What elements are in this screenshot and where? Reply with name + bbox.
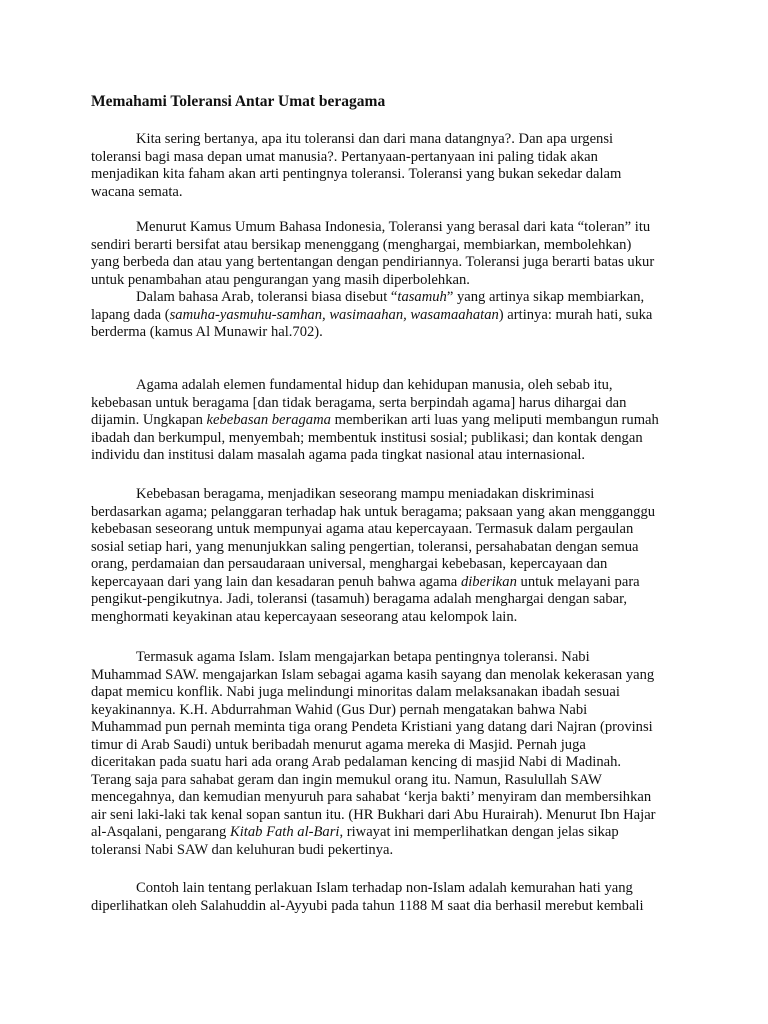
text-line <box>91 430 683 448</box>
text-segment: kebebasan untuk beragama [dan tidak beragama, serta berpindah agama] harus dihargai dan <box>91 394 627 411</box>
text-line <box>91 289 683 307</box>
text-segment: orang, perdamaian dan persaudaraan universal, menghargai kebebasan, kepercayaan dan <box>91 556 608 572</box>
text-segment: keyakinannya. K.H. Abdurrahman Wahid (Gus Dur) pernah mengatakan bahwa Nabi <box>91 701 588 718</box>
text-line <box>91 237 683 255</box>
text-line <box>91 521 683 539</box>
text-segment: yang berbeda dan atau yang bertentangan dengan pendiriannya. Toleransi juga berarti batas ukur <box>91 254 655 270</box>
paragraph-5 <box>91 486 683 626</box>
text-line <box>91 486 683 504</box>
text-segment: diceritakan pada suatu hari ada orang Arab pedalaman kencing di masjid Nabi di Madinah. <box>91 754 622 770</box>
text-line <box>91 377 683 395</box>
text-segment: , riwayat ini memperlihatkan dengan jelas sikap <box>339 824 619 840</box>
text-line <box>91 667 683 685</box>
text-segment: sendiri berarti bersifat atau bersikap menenggang (menghargai, membiarkan, membolehkan) <box>91 236 632 253</box>
text-segment: kebebasan seseorang untuk mempunyai agama atau kepercayaan. Termasuk dalam pergaulan <box>91 521 634 537</box>
italic-text: diberikan <box>460 573 517 590</box>
text-segment: al-Asqalani, pengarang <box>91 824 230 840</box>
text-segment: ) artinya: murah hati, suka <box>498 306 653 323</box>
text-line <box>91 880 683 898</box>
text-line <box>91 609 683 627</box>
text-line <box>91 719 683 737</box>
text-segment: ” yang artinya sikap membiarkan, <box>446 289 645 305</box>
text-segment: timur di Arab Saudi) untuk beribadah menurut agama mereka di Masjid. Pernah juga <box>91 736 586 753</box>
text-line <box>91 649 683 667</box>
italic-text: samuha-yasmuhu-samhan, wasimaahan, wasamaahatan <box>169 306 499 323</box>
text-line <box>91 737 683 755</box>
text-segment: mencegahnya, dan kemudian menyuruh para sahabat ‘kerja bakti’ menyiram dan membersihkan <box>91 789 652 805</box>
text-line <box>91 254 683 272</box>
text-segment: memberikan arti luas yang meliputi membangun rumah <box>330 412 659 428</box>
text-segment: Kita sering bertanya, apa itu toleransi dan dari mana datangnya?. Dan apa urgensi <box>136 131 614 147</box>
text-segment: berdasarkan agama; pelanggaran terhadap hak untuk beragama; paksaan yang akan mengganggu <box>91 503 656 520</box>
text-segment: kepercayaan dari yang lain dan kesadaran penuh bahwa agama <box>91 573 461 590</box>
text-segment: individu dan institusi dalam masalah agama pada tingkat nasional atau internasional. <box>91 447 586 463</box>
text-line <box>91 824 683 842</box>
text-segment: wacana semata. <box>91 183 183 200</box>
text-line <box>91 149 683 167</box>
text-line <box>91 772 683 790</box>
text-segment: Muhammad SAW. mengajarkan Islam sebagai agama kasih sayang dan menolak kekerasan yang <box>91 666 655 683</box>
text-line <box>91 412 683 430</box>
text-line <box>91 754 683 772</box>
text-segment: air seni laki-laki tak kenal sopan santun itu. (HR Bukhari dari Abu Hurairah). Menurut Ibn Hajar <box>91 806 656 823</box>
text-line <box>91 591 683 609</box>
text-segment: Contoh lain tentang perlakuan Islam terhadap non-Islam adalah kemurahan hati yang <box>136 880 633 896</box>
paragraph-1 <box>91 131 683 201</box>
text-segment: lapang dada ( <box>91 306 170 323</box>
text-segment: untuk penambahan atau pengurangan yang masih diperbolehkan. <box>91 271 470 288</box>
text-line <box>91 166 683 184</box>
paragraph-6 <box>91 649 683 859</box>
paragraph-2 <box>91 219 683 289</box>
text-line <box>91 842 683 860</box>
text-segment: menjadikan kita faham akan arti pentingnya toleransi. Toleransi yang bukan sekedar dalam <box>91 166 622 182</box>
text-segment: Kebebasan beragama, menjadikan seseorang mampu meniadakan diskriminasi <box>136 486 595 502</box>
text-segment: Dalam bahasa Arab, toleransi biasa disebut “ <box>136 289 398 305</box>
text-line <box>91 539 683 557</box>
text-segment: Menurut Kamus Umum Bahasa Indonesia, Toleransi yang berasal dari kata “toleran” itu <box>136 219 651 235</box>
text-line <box>91 447 683 465</box>
text-line <box>91 272 683 290</box>
text-segment: toleransi Nabi SAW dan keluhuran budi pekertinya. <box>91 841 394 858</box>
text-line <box>91 789 683 807</box>
text-line <box>91 556 683 574</box>
text-segment: toleransi bagi masa depan umat manusia?. Pertanyaan-pertanyaan ini paling tidak akan <box>91 148 598 165</box>
text-segment: untuk melayani para <box>516 573 640 590</box>
text-line <box>91 702 683 720</box>
paragraph-7 <box>91 880 683 915</box>
text-line <box>91 684 683 702</box>
italic-text: tasamuh <box>397 289 447 305</box>
italic-text: kebebasan beragama <box>206 412 331 428</box>
text-segment: sosial setiap hari, yang menunjukkan saling pengertian, toleransi, persahabatan dengan semua <box>91 538 639 555</box>
text-line <box>91 324 683 342</box>
text-line <box>91 184 683 202</box>
text-line <box>91 395 683 413</box>
text-segment: Terang saja para sahabat geram dan ingin memukul orang itu. Namun, Rasulullah SAW <box>91 771 602 788</box>
text-line <box>91 219 683 237</box>
paragraph-3 <box>91 289 683 342</box>
text-line <box>91 131 683 149</box>
text-line <box>91 504 683 522</box>
text-segment: Termasuk agama Islam. Islam mengajarkan betapa pentingnya toleransi. Nabi <box>136 649 590 665</box>
italic-text: Kitab Fath al-Bari <box>230 824 340 840</box>
text-segment: berderma (kamus Al Munawir hal.702). <box>91 324 323 340</box>
document-title: Memahami Toleransi Antar Umat beragama <box>91 93 386 110</box>
text-segment: diperlihatkan oleh Salahuddin al-Ayyubi pada tahun 1188 M saat dia berhasil merebut kembali <box>91 897 644 914</box>
text-line <box>91 574 683 592</box>
text-segment: Muhammad pun pernah meminta tiga orang Pendeta Kristiani yang datang dari Najran (provinsi <box>91 719 653 735</box>
text-line <box>91 807 683 825</box>
text-line <box>91 898 683 916</box>
text-segment: pengikut-pengikutnya. Jadi, toleransi (tasamuh) beragama adalah menghargai dengan sabar, <box>91 591 628 607</box>
text-segment: dijamin. Ungkapan <box>91 412 207 428</box>
text-segment: dapat memicu konflik. Nabi juga melindungi minoritas dalam melaksanakan ibadah sesuai <box>91 684 620 700</box>
text-segment: menghormati keyakinan atau kepercayaan seseorang atau kelompok lain. <box>91 608 518 625</box>
paragraph-4 <box>91 377 683 465</box>
text-segment: ibadah dan berkumpul, menyembah; membentuk institusi sosial; publikasi; dan kontak dengan <box>91 429 643 446</box>
text-line <box>91 307 683 325</box>
text-segment: Agama adalah elemen fundamental hidup dan kehidupan manusia, oleh sebab itu, <box>136 377 613 393</box>
